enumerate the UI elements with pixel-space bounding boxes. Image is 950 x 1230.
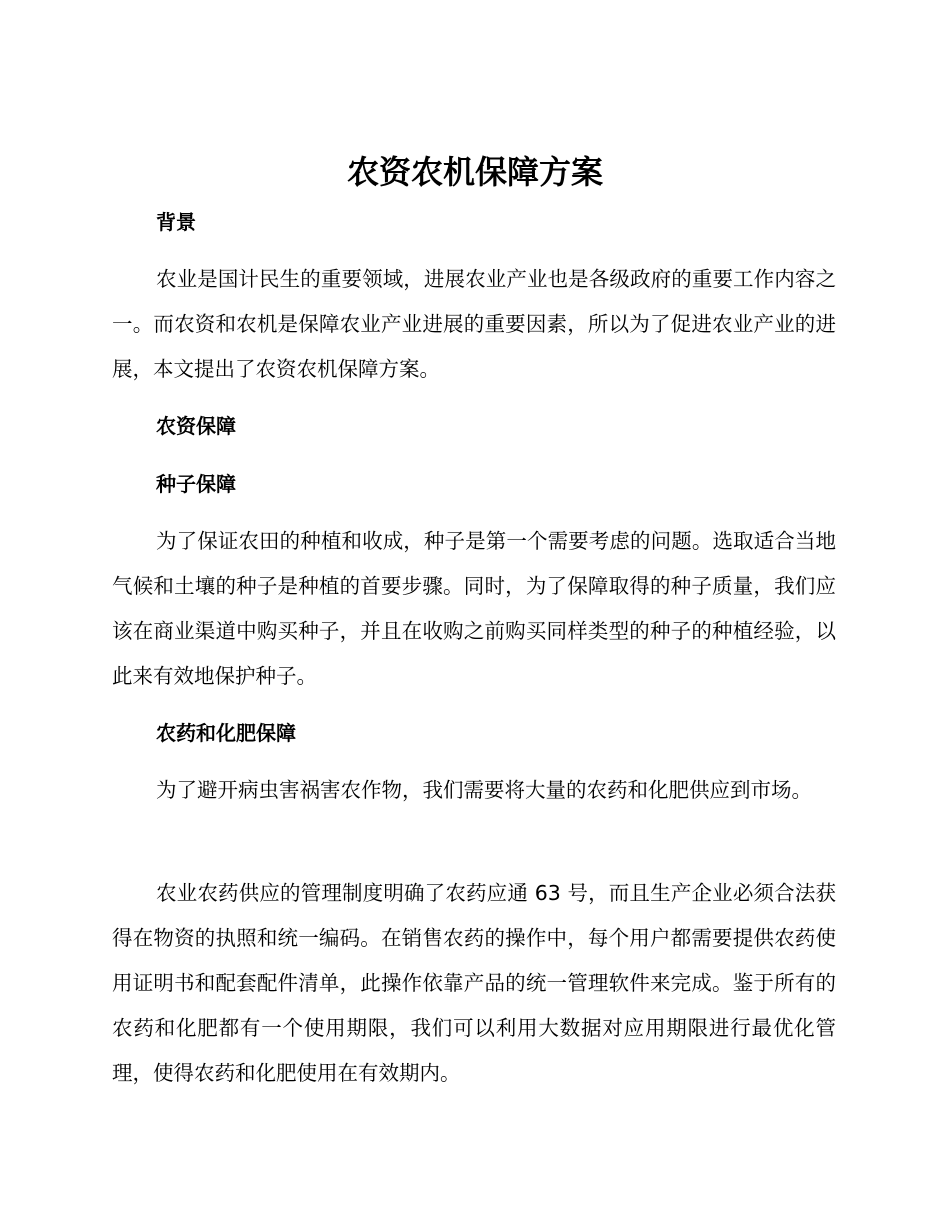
paragraph-background: 农业是国计民生的重要领域，进展农业产业也是各级政府的重要工作内容之一。而农资和农机是保障农业产业进展的重要因素，所以为了促进农业产业的进展，本文提出了农资农机保障方案。 [112,267,836,381]
document-title: 农资农机保障方案 [346,153,603,191]
subsection-heading-seeds: 种子保障 [156,472,236,496]
paragraph-pesticides-management: 农业农药供应的管理制度明确了农药应通 63 号，而且生产企业必须合法获得在物资的执照和统一编码。在销售农药的操作中，每个用户都需要提供农药使用证明书和配套配件清单，此操作依靠产品的统一管理软件来完成。鉴于所有的农药和化肥都有一个使用期限，我们可以利用大数据对应用期限进行最优化管理，使得农药和化肥使用在有效期内。 [112,881,836,1085]
paragraph-pesticides-supply: 为了避开病虫害祸害农作物，我们需要将大量的农药和化肥供应到市场。 [156,778,812,802]
paragraph-seeds: 为了保证农田的种植和收成，种子是第一个需要考虑的问题。选取适合当地气候和土壤的种子是种植的首要步骤。同时，为了保障取得的种子质量，我们应该在商业渠道中购买种子，并且在收购之前购买同样类型的种子的种植经验，以此来有效地保护种子。 [112,529,836,688]
section-heading-background: 背景 [156,210,196,234]
subsection-heading-pesticides-fertilizers: 农药和化肥保障 [156,721,296,745]
section-heading-agri-supplies: 农资保障 [156,414,236,438]
